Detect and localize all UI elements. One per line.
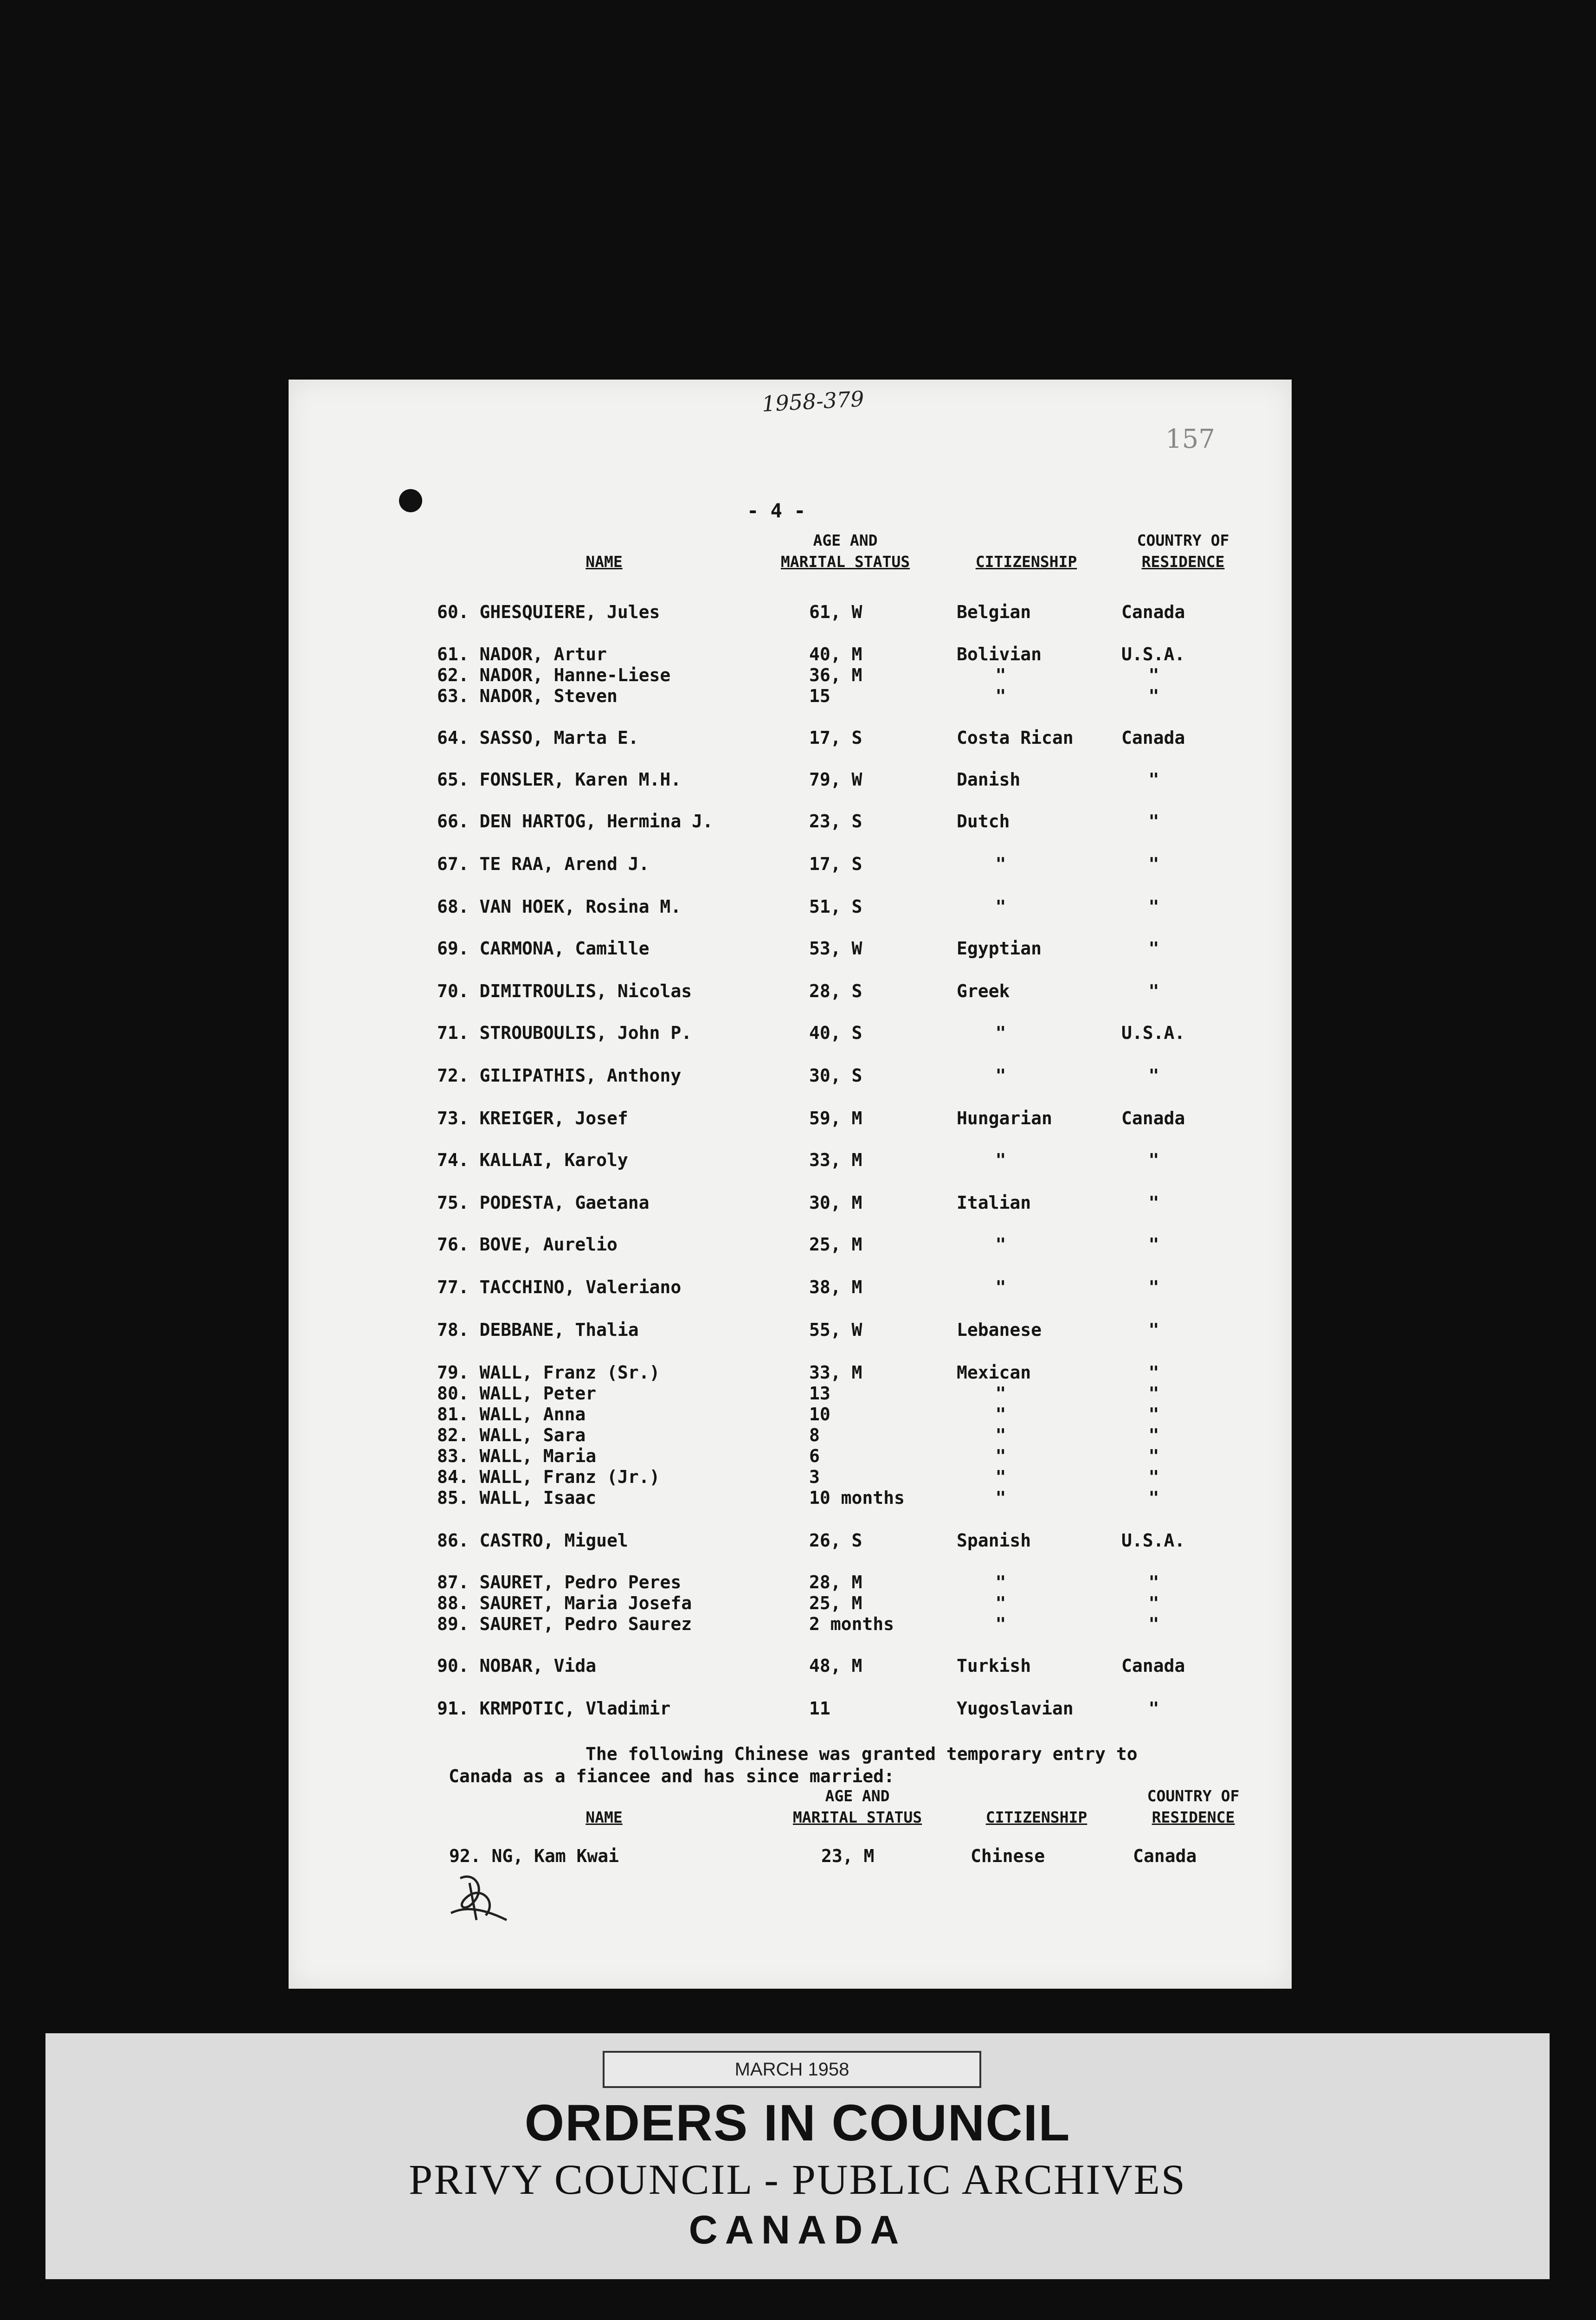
entry-name: 80. WALL, Peter [437,1383,597,1404]
entry-name: 91. KRMPOTIC, Vladimir [437,1698,671,1719]
entry-name: 63. NADOR, Steven [437,686,618,706]
entry-name: 60. GHESQUIERE, Jules [437,602,660,622]
entry-citizenship: Bolivian [957,644,1042,664]
entry-citizenship: " [995,1234,1006,1255]
entry-row [289,728,1292,750]
entry-name: 65. FONSLER, Karen M.H. [437,769,682,790]
entry-row [289,1383,1292,1405]
entry-row [289,1277,1292,1299]
entry-residence: " [1148,811,1159,831]
entry-residence: U.S.A. [1121,1023,1185,1043]
entry-residence: " [1148,1614,1159,1634]
header-name: NAME [586,553,623,571]
entry-row [289,811,1292,833]
document-page [289,380,1292,1989]
entry-row [289,1404,1292,1426]
entry-citizenship: " [995,1488,1006,1508]
entry-age: 8 [809,1425,820,1445]
entry-row [289,686,1292,708]
entry-row [289,1467,1292,1489]
entry-name: 86. CASTRO, Miguel [437,1530,628,1551]
entry-name: 89. SAURET, Pedro Saurez [437,1614,692,1634]
entry-citizenship: " [995,1614,1006,1634]
entry-citizenship: Dutch [957,811,1010,831]
entry-age: 53, W [809,938,862,959]
entry-name: 72. GILIPATHIS, Anthony [437,1065,682,1086]
entry-age: 30, S [809,1065,862,1086]
entry-citizenship: " [995,1446,1006,1466]
entry-name: 79. WALL, Franz (Sr.) [437,1362,660,1383]
entry-citizenship: Greek [957,981,1010,1001]
entry-residence: " [1148,1488,1159,1508]
entry-row [289,1023,1292,1045]
entry-age: 23, M [821,1846,875,1866]
entry-age: 6 [809,1446,820,1466]
entry-name: 68. VAN HOEK, Rosina M. [437,896,682,917]
entry-name: 90. NOBAR, Vida [437,1656,597,1676]
entry-citizenship: Belgian [957,602,1031,622]
entry-name: 76. BOVE, Aurelio [437,1234,618,1255]
entry-name: 92. NG, Kam Kwai [449,1846,619,1866]
entry-age: 10 [809,1404,830,1424]
entry-citizenship: " [995,686,1006,706]
entry-row [289,1425,1292,1447]
entry-name: 66. DEN HARTOG, Hermina J. [437,811,713,831]
header-citizenship: CITIZENSHIP [975,553,1077,571]
entry-citizenship: " [995,665,1006,685]
entry-row [289,1192,1292,1215]
entry-age: 79, W [809,769,862,790]
header-residence: COUNTRY OF RESIDENCE [1137,531,1229,571]
entry-citizenship: " [995,1425,1006,1445]
entry-age: 10 months [809,1488,905,1508]
entry-citizenship: Danish [957,769,1021,790]
entry-citizenship: " [995,1150,1006,1170]
entry-citizenship: Chinese [971,1846,1045,1866]
entry-age: 28, S [809,981,862,1001]
entry-citizenship: " [995,1065,1006,1086]
entry-residence: Canada [1121,1656,1185,1676]
entry-residence: " [1148,1065,1159,1086]
entry-name: 85. WALL, Isaac [437,1488,597,1508]
entry-age: 36, M [809,665,862,685]
entry-citizenship: " [995,1593,1006,1613]
entry-row [289,854,1292,876]
header-age: AGE AND MARITAL STATUS [780,531,910,571]
entry-row [289,1488,1292,1510]
entry-age: 48, M [809,1656,862,1676]
entry-citizenship: " [995,854,1006,874]
entry-residence: Canada [1121,602,1185,622]
entry-citizenship: Lebanese [957,1320,1042,1340]
header-citizenship-2: CITIZENSHIP [985,1808,1088,1826]
entry-residence: Canada [1121,1108,1185,1128]
stamp-number: 157 [1165,424,1215,454]
entry-name: 83. WALL, Maria [437,1446,597,1466]
banner-subtitle: PRIVY COUNCIL - PUBLIC ARCHIVES [409,2156,1186,2203]
entry-row [289,1656,1292,1678]
entry-citizenship: " [995,1467,1006,1487]
entry-age: 11 [809,1698,830,1719]
entry-citizenship: Costa Rican [957,728,1074,748]
entry-residence: " [1148,1277,1159,1297]
entry-row [289,1320,1292,1342]
entry-row [289,644,1292,666]
entry-age: 40, M [809,644,862,664]
entry-name: 78. DEBBANE, Thalia [437,1320,639,1340]
entry-row [289,769,1292,792]
entry-age: 33, M [809,1150,862,1170]
entry-residence: " [1148,1698,1159,1719]
banner-country: CANADA [689,2208,907,2252]
entry-residence: " [1148,938,1159,959]
entry-residence: " [1148,1593,1159,1613]
entry-name: 69. CARMONA, Camille [437,938,650,959]
entry-residence: " [1148,1383,1159,1404]
entry-citizenship: " [995,1404,1006,1424]
entry-row [289,896,1292,919]
entry-name: 77. TACCHINO, Valeriano [437,1277,682,1297]
entry-residence: " [1148,686,1159,706]
entry-age: 15 [809,686,830,706]
punch-hole [399,489,422,512]
entry-row [289,1362,1292,1385]
entry-citizenship: Yugoslavian [957,1698,1074,1719]
entry-residence: " [1148,1425,1159,1445]
entry-name: 87. SAURET, Pedro Peres [437,1572,682,1592]
entry-age: 25, M [809,1593,862,1613]
entry-residence: " [1148,854,1159,874]
entry-citizenship: " [995,1572,1006,1592]
entry-row [289,1446,1292,1468]
entry-age: 28, M [809,1572,862,1592]
entry-age: 33, M [809,1362,862,1383]
entry-name: 67. TE RAA, Arend J. [437,854,650,874]
entry-age: 40, S [809,1023,862,1043]
entry-citizenship: Hungarian [957,1108,1052,1128]
entry-citizenship: Egyptian [957,938,1042,959]
entry-row [289,1572,1292,1594]
note-line-1: The following Chinese was granted temporary entry to [586,1744,1138,1764]
page-number: - 4 - [747,499,806,522]
entry-residence: Canada [1133,1846,1197,1866]
entry-name: 88. SAURET, Maria Josefa [437,1593,692,1613]
entry-age: 3 [809,1467,820,1487]
entry-row [289,602,1292,624]
entry-row [289,1108,1292,1130]
entry-row [289,981,1292,1003]
entry-row [289,1234,1292,1257]
entry-name: 64. SASSO, Marta E. [437,728,639,748]
entry-citizenship: Italian [957,1192,1031,1213]
entry-residence: U.S.A. [1121,1530,1185,1551]
entry-citizenship: " [995,896,1006,917]
entry-age: 2 months [809,1614,895,1634]
entry-name: 84. WALL, Franz (Jr.) [437,1467,660,1487]
entry-row [289,938,1292,960]
entry-citizenship: Mexican [957,1362,1031,1383]
note-line-2: Canada as a fiancee and has since married: [449,1766,895,1786]
entry-citizenship: " [995,1277,1006,1297]
entry-age: 61, W [809,602,862,622]
entry-citizenship: " [995,1383,1006,1404]
entry-citizenship: " [995,1023,1006,1043]
entry-residence: " [1148,1362,1159,1383]
entry-name: 61. NADOR, Artur [437,644,607,664]
entry-name: 82. WALL, Sara [437,1425,586,1445]
archive-banner [45,2033,1550,2279]
header-age-2: AGE AND MARITAL STATUS [792,1787,922,1826]
entry-residence: Canada [1121,728,1185,748]
handwritten-initials [442,1869,516,1929]
entry-row-92 [289,1846,1292,1868]
date-label: MARCH 1958 [603,2051,981,2088]
entry-row [289,1150,1292,1172]
entry-name: 70. DIMITROULIS, Nicolas [437,981,692,1001]
header-name-2: NAME [586,1808,623,1826]
entry-name: 71. STROUBOULIS, John P. [437,1023,692,1043]
banner-title: ORDERS IN COUNCIL [524,2094,1071,2152]
entry-residence: " [1148,1320,1159,1340]
entry-age: 38, M [809,1277,862,1297]
entry-age: 17, S [809,728,862,748]
entry-residence: " [1148,981,1159,1001]
entry-row [289,1530,1292,1553]
entry-residence: " [1148,769,1159,790]
entry-residence: " [1148,1467,1159,1487]
entry-residence: U.S.A. [1121,644,1185,664]
entry-age: 55, W [809,1320,862,1340]
entry-row [289,1614,1292,1636]
entry-age: 51, S [809,896,862,917]
entry-age: 30, M [809,1192,862,1213]
entry-age: 17, S [809,854,862,874]
entry-citizenship: Spanish [957,1530,1031,1551]
entry-residence: " [1148,1572,1159,1592]
entry-residence: " [1148,665,1159,685]
entry-name: 81. WALL, Anna [437,1404,586,1424]
handwritten-reference: 1958-379 [761,386,865,417]
entry-residence: " [1148,1234,1159,1255]
entry-name: 62. NADOR, Hanne-Liese [437,665,671,685]
entry-row [289,1593,1292,1615]
entry-name: 73. KREIGER, Josef [437,1108,628,1128]
entry-age: 23, S [809,811,862,831]
entry-residence: " [1148,896,1159,917]
entry-residence: " [1148,1150,1159,1170]
header-residence-2: COUNTRY OF RESIDENCE [1147,1787,1240,1826]
entry-name: 74. KALLAI, Karoly [437,1150,628,1170]
entry-row [289,1065,1292,1088]
entry-age: 26, S [809,1530,862,1551]
entry-age: 13 [809,1383,830,1404]
entry-residence: " [1148,1192,1159,1213]
entry-residence: " [1148,1404,1159,1424]
entry-name: 75. PODESTA, Gaetana [437,1192,650,1213]
entry-age: 25, M [809,1234,862,1255]
entry-age: 59, M [809,1108,862,1128]
entry-residence: " [1148,1446,1159,1466]
entry-citizenship: Turkish [957,1656,1031,1676]
entry-row [289,1698,1292,1721]
entry-row [289,665,1292,687]
